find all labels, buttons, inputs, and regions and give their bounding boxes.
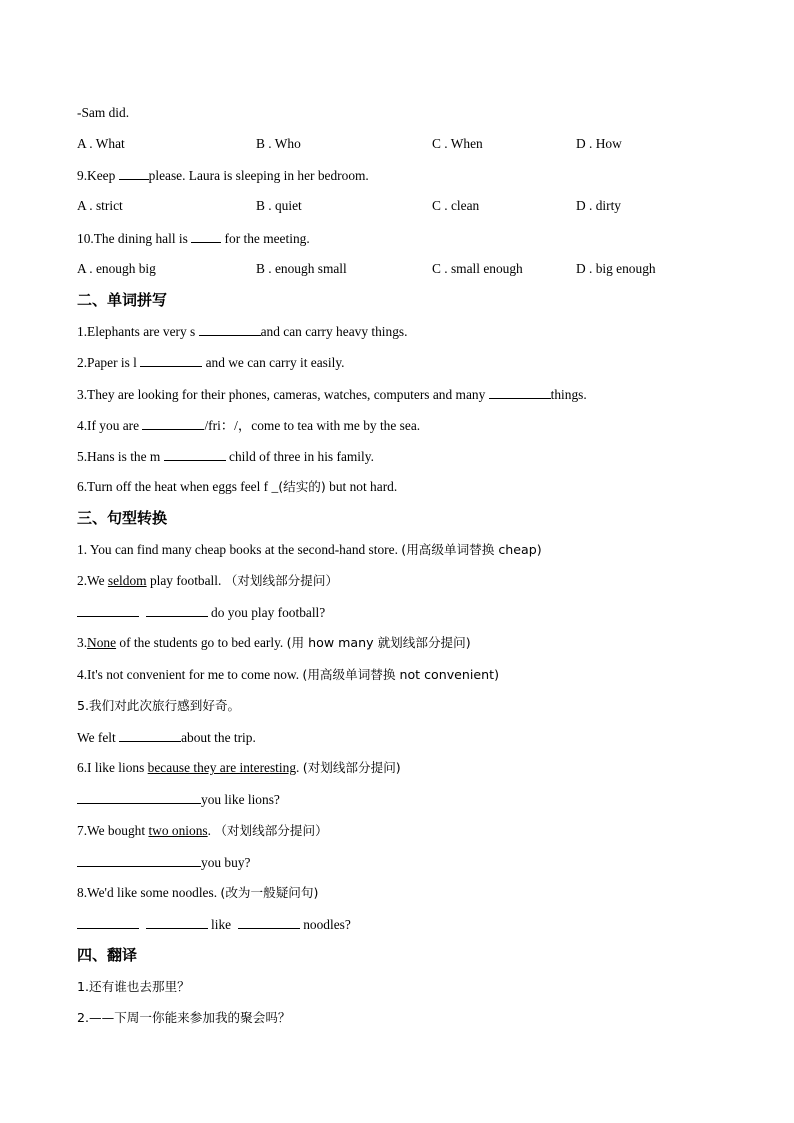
transform-answer-6: you like lions? bbox=[77, 790, 280, 809]
translation-item-2: 2.——下周一你能来参加我的聚会吗？ bbox=[77, 1010, 291, 1025]
answer-blank[interactable] bbox=[119, 728, 181, 742]
transform-answer-5: We felt about the trip. bbox=[77, 730, 256, 745]
spelling-item-4: 4.If you are /fri：/，come to tea with me by the sea. bbox=[77, 418, 421, 433]
answer-blank[interactable] bbox=[164, 447, 226, 461]
q8-option-c: C . When bbox=[432, 136, 483, 151]
q10-option-b: B . enough small bbox=[256, 261, 347, 276]
transform-item-2: 2.We seldom play football. （对划线部分提问） bbox=[77, 573, 339, 588]
spelling-item-1: 1.Elephants are very s and can carry heavy things. bbox=[77, 324, 408, 339]
answer-blank[interactable] bbox=[119, 166, 149, 180]
q9-option-b: B . quiet bbox=[256, 198, 302, 213]
section-3-heading: 三、句型转换 bbox=[77, 509, 168, 527]
answer-blank[interactable] bbox=[77, 603, 139, 617]
answer-blank[interactable] bbox=[140, 353, 202, 367]
transform-answer-7: you buy? bbox=[77, 853, 250, 872]
section-2-heading: 二、单词拼写 bbox=[77, 291, 168, 309]
transform-item-7: 7.We bought two onions. （对划线部分提问） bbox=[77, 823, 328, 838]
transform-item-4: 4.It's not convenient for me to come now. (用高级单词替换 not convenient) bbox=[77, 667, 499, 682]
transform-item-3: 3.None of the students go to bed early. (用 how many 就划线部分提问) bbox=[77, 635, 471, 650]
section-4-heading: 四、翻译 bbox=[77, 946, 138, 964]
question-10: 10.The dining hall is for the meeting. bbox=[77, 231, 310, 246]
transform-answer-2: do you play football? bbox=[77, 603, 325, 622]
answer-blank[interactable] bbox=[142, 416, 204, 430]
q9-option-a: A . strict bbox=[77, 198, 123, 213]
spelling-item-2: 2.Paper is l and we can carry it easily. bbox=[77, 355, 345, 370]
spelling-item-6: 6.Turn off the heat when eggs feel f _(结实的) but not hard. bbox=[77, 479, 398, 494]
q8-option-b: B . Who bbox=[256, 136, 301, 151]
q10-option-d: D . big enough bbox=[576, 261, 656, 276]
transform-item-1: 1. You can find many cheap books at the second-hand store. (用高级单词替换 cheap) bbox=[77, 542, 542, 557]
q9-option-c: C . clean bbox=[432, 198, 480, 213]
answer-blank[interactable] bbox=[77, 853, 201, 867]
q10-option-a: A . enough big bbox=[77, 261, 156, 276]
answer-blank[interactable] bbox=[77, 790, 201, 804]
q8-option-d: D . How bbox=[576, 136, 622, 151]
question-9: 9.Keep please. Laura is sleeping in her bedroom. bbox=[77, 168, 369, 183]
transform-item-5: 5.我们对此次旅行感到好奇。 bbox=[77, 698, 241, 713]
answer-blank[interactable] bbox=[238, 915, 300, 929]
answer-blank[interactable] bbox=[77, 915, 139, 929]
answer-blank[interactable] bbox=[489, 385, 551, 399]
q10-option-c: C . small enough bbox=[432, 261, 523, 276]
answer-blank[interactable] bbox=[199, 322, 261, 336]
translation-item-1: 1.还有谁也去那里？ bbox=[77, 979, 190, 994]
answer-blank[interactable] bbox=[146, 603, 208, 617]
transform-answer-8: like noodles? bbox=[77, 915, 351, 934]
spelling-item-5: 5.Hans is the m child of three in his family. bbox=[77, 449, 374, 464]
transform-item-6: 6.I like lions because they are interesting. (对划线部分提问) bbox=[77, 760, 401, 775]
transform-item-8: 8.We'd like some noodles. (改为一般疑问句) bbox=[77, 885, 319, 900]
q8-option-a: A . What bbox=[77, 136, 125, 151]
spelling-item-3: 3.They are looking for their phones, cameras, watches, computers and many things. bbox=[77, 387, 587, 402]
answer-blank[interactable] bbox=[146, 915, 208, 929]
q9-option-d: D . dirty bbox=[576, 198, 622, 213]
answer-blank[interactable] bbox=[191, 229, 221, 243]
q8-answer-line: -Sam did. bbox=[77, 105, 130, 120]
